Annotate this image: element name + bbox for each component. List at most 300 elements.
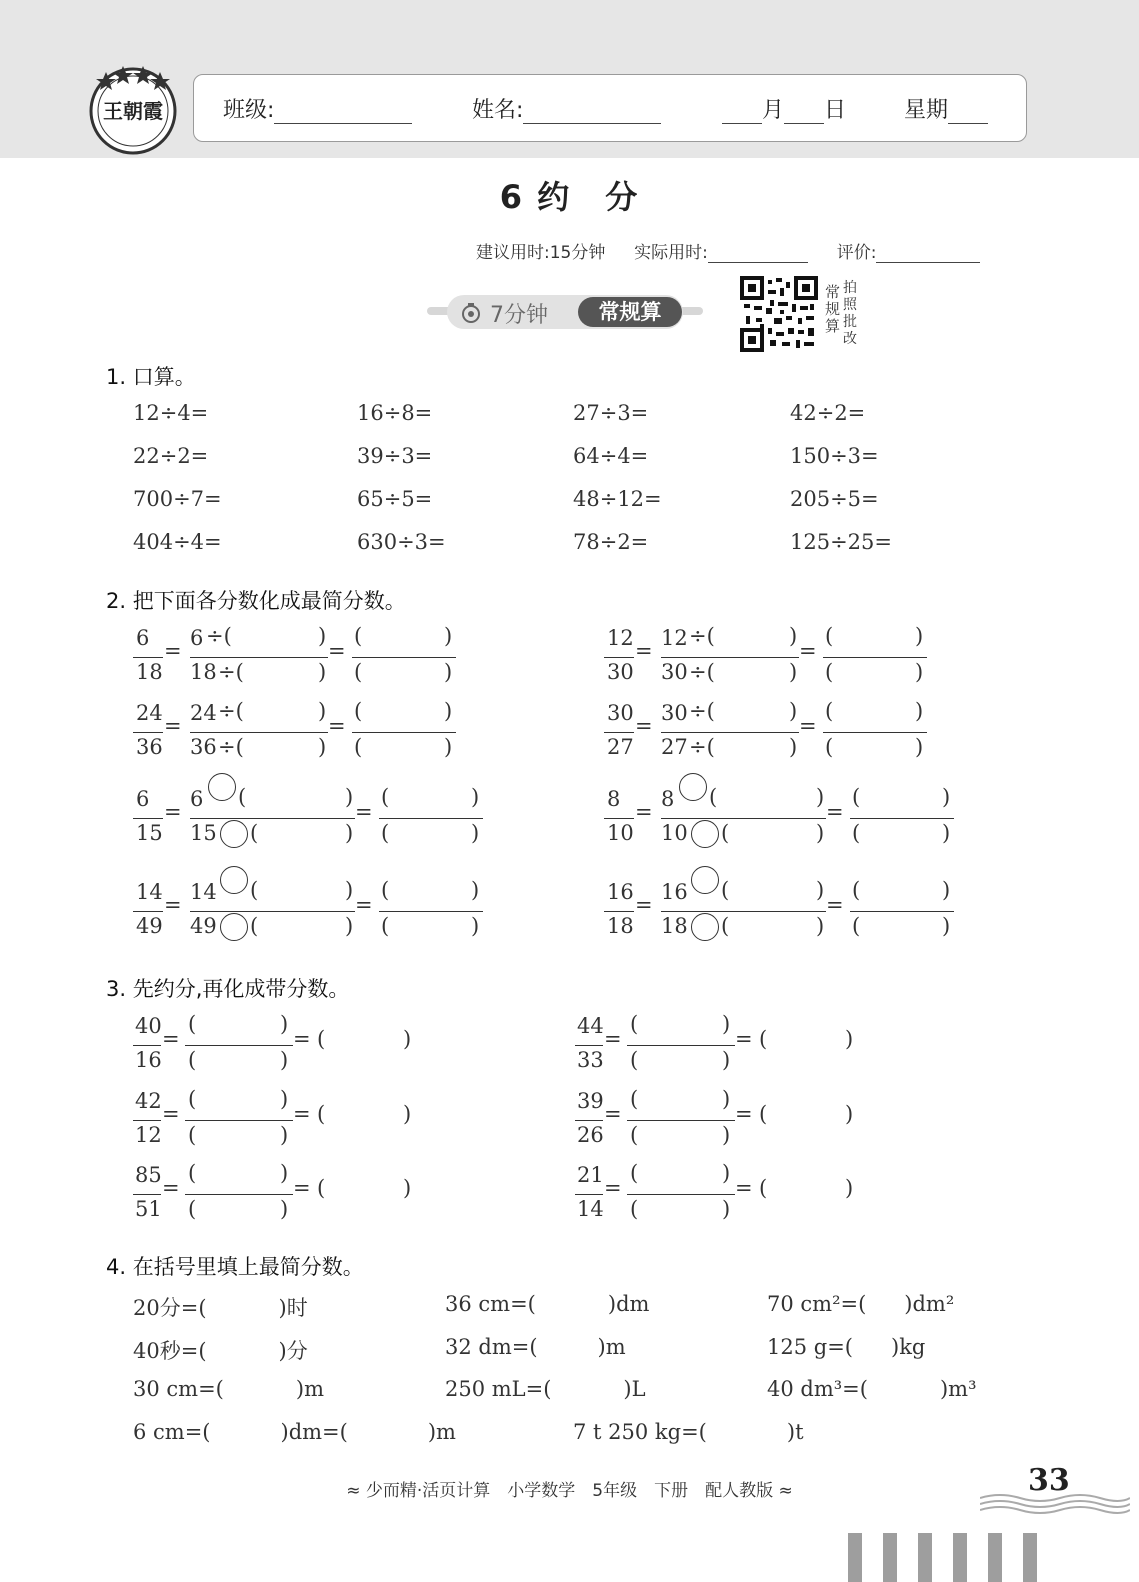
paren-open: (	[709, 785, 718, 809]
mental-math-item[interactable]: 16÷8=	[357, 401, 433, 425]
paren-close: )	[789, 735, 798, 759]
date-field[interactable]	[722, 93, 846, 124]
paren-close: )	[816, 878, 825, 902]
paren-open: (	[759, 1102, 768, 1126]
conversion-text: 6 cm=(	[133, 1420, 211, 1444]
fraction-bar	[133, 818, 163, 819]
conversion-item[interactable]	[767, 1292, 954, 1316]
fraction-bar	[661, 657, 799, 658]
paren-close: )	[722, 1123, 731, 1147]
paren-close: )	[722, 1161, 731, 1185]
paren-close: )	[471, 914, 480, 938]
paren-close: )	[816, 821, 825, 845]
conversion-text: 32 dm=(	[445, 1335, 538, 1359]
equals-sign: =	[293, 1176, 311, 1200]
fraction-denominator: 30	[661, 660, 688, 684]
fraction-denominator: 26	[577, 1123, 604, 1147]
fraction-denominator: 49	[190, 914, 217, 938]
reduced-fraction-blank[interactable]	[199, 1163, 277, 1225]
equals-sign: =	[799, 714, 817, 738]
class-blank[interactable]	[274, 99, 412, 124]
fraction-bar	[133, 1194, 161, 1195]
equals-sign: =	[735, 1027, 753, 1051]
paren-close: )	[280, 1087, 289, 1111]
fraction-numerator: 30	[661, 701, 688, 725]
paren-open: (	[630, 1048, 639, 1072]
op-paren: ÷(	[689, 699, 715, 723]
fraction-numerator: 6	[190, 626, 204, 650]
mental-math-item[interactable]: 78÷2=	[573, 530, 649, 554]
equals-sign: =	[735, 1176, 753, 1200]
fraction-bar	[133, 1045, 161, 1046]
paren-close: )	[722, 1087, 731, 1111]
op-paren: ÷(	[218, 660, 244, 684]
paren-close: )	[471, 878, 480, 902]
mixed-number-blank[interactable]	[329, 1099, 399, 1129]
paren-close: )	[280, 1048, 289, 1072]
paren-open: (	[825, 699, 834, 723]
conversion-item[interactable]	[133, 1292, 308, 1322]
paren-open: (	[630, 1161, 639, 1185]
paren-close: )	[403, 1176, 412, 1200]
paren-close: )	[345, 878, 354, 902]
qr-caption-1: 常规算	[825, 283, 841, 335]
page-title: 6 约 分	[499, 178, 640, 216]
question-3-title: 3. 先约分,再化成带分数。	[106, 977, 350, 1001]
mental-math-item[interactable]: 48÷12=	[573, 487, 662, 511]
class-field[interactable]	[223, 93, 412, 124]
actual-time-label: 实际用时:	[634, 243, 708, 263]
conversion-text: 40秒=(	[133, 1339, 207, 1363]
fraction-denominator: 27	[661, 735, 688, 759]
reduced-fraction-blank[interactable]	[199, 1089, 277, 1151]
answer-fraction-blank[interactable]	[835, 701, 913, 763]
paren-close: )	[471, 821, 480, 845]
paren-open: (	[188, 1048, 197, 1072]
name-blank[interactable]	[523, 99, 661, 124]
question-4-title: 4. 在括号里填上最简分数。	[106, 1255, 364, 1279]
equals-sign: =	[604, 1102, 622, 1126]
paren-open: (	[852, 821, 861, 845]
conversion-item[interactable]	[133, 1377, 324, 1401]
reduced-fraction-blank[interactable]	[641, 1014, 719, 1076]
fraction-bar	[133, 1120, 161, 1121]
mental-math-item[interactable]: 64÷4=	[573, 444, 649, 468]
actual-time-blank[interactable]	[708, 244, 808, 263]
fraction-numerator: 8	[607, 787, 621, 811]
paren-open: (	[317, 1027, 326, 1051]
mental-math-item[interactable]: 700÷7=	[133, 487, 222, 511]
paren-open: (	[188, 1197, 197, 1221]
paren-open: (	[381, 785, 390, 809]
mixed-number-blank[interactable]	[329, 1024, 399, 1054]
equals-sign: =	[604, 1027, 622, 1051]
equals-sign: =	[355, 893, 373, 917]
day-blank[interactable]	[784, 99, 824, 124]
op-paren: ÷(	[218, 699, 244, 723]
paren-open: (	[381, 821, 390, 845]
equals-sign: =	[735, 1102, 753, 1126]
fraction-numerator: 39	[577, 1089, 604, 1113]
mental-math-item[interactable]: 150÷3=	[790, 444, 879, 468]
paren-open: (	[630, 1012, 639, 1036]
mental-math-item[interactable]: 125÷25=	[790, 530, 892, 554]
equals-sign: =	[162, 1027, 180, 1051]
fraction-denominator: 33	[577, 1048, 604, 1072]
fraction-bar	[133, 732, 163, 733]
paren-close: )	[280, 1161, 289, 1185]
fraction-denominator: 18	[190, 660, 217, 684]
fraction-denominator: 36	[190, 735, 217, 759]
svg-text:王朝霞: 王朝霞	[103, 99, 163, 123]
paren-open: (	[825, 624, 834, 648]
paren-open: (	[317, 1176, 326, 1200]
question-2-title: 2. 把下面各分数化成最简分数。	[106, 589, 406, 613]
fraction-denominator: 16	[135, 1048, 162, 1072]
conversion-item[interactable]	[445, 1377, 646, 1401]
paren-open: (	[381, 914, 390, 938]
equals-sign: =	[826, 893, 844, 917]
rating-label: 评价:	[836, 243, 877, 263]
conversion-text: )时	[278, 1296, 308, 1320]
equals-sign: =	[293, 1027, 311, 1051]
conversion-text: 250 mL=(	[445, 1377, 552, 1401]
conversion-text: )dm=(	[280, 1420, 348, 1444]
answer-fraction-blank[interactable]	[391, 880, 469, 942]
mixed-number-blank[interactable]	[329, 1173, 399, 1203]
paren-open: (	[630, 1197, 639, 1221]
equals-sign: =	[635, 800, 653, 824]
paren-open: (	[759, 1027, 768, 1051]
fraction-bar	[661, 732, 799, 733]
paren-open: (	[188, 1087, 197, 1111]
equals-sign: =	[328, 714, 346, 738]
fraction-bar	[604, 657, 634, 658]
weekday-field[interactable]	[904, 93, 988, 124]
fraction-numerator: 14	[190, 880, 217, 904]
paren-close: )	[280, 1012, 289, 1036]
paren-close: )	[722, 1197, 731, 1221]
answer-fraction-blank[interactable]	[862, 787, 940, 849]
conversion-text: )m³	[939, 1377, 977, 1401]
equals-sign: =	[604, 1176, 622, 1200]
fraction-denominator: 12	[135, 1123, 162, 1147]
fraction-numerator: 21	[577, 1163, 604, 1187]
divisor-blank[interactable]	[200, 791, 335, 817]
conversion-item[interactable]	[767, 1377, 977, 1401]
footer-text: ≈ 少而精·活页计算 小学数学 5年级 下册 配人教版 ≈	[346, 1481, 793, 1501]
fraction-bar	[575, 1045, 603, 1046]
fraction-bar	[190, 732, 328, 733]
fraction-numerator: 16	[661, 880, 688, 904]
paren-close: )	[942, 914, 951, 938]
answer-fraction-blank[interactable]	[862, 880, 940, 942]
operator-circle-blank[interactable]	[691, 913, 719, 941]
qr-code-icon[interactable]	[740, 276, 818, 352]
fraction-denominator: 18	[136, 660, 163, 684]
conversion-text: 40 dm³=(	[767, 1377, 868, 1401]
paren-close: )	[722, 1012, 731, 1036]
fraction-bar	[190, 818, 355, 819]
class-label: 班级:	[223, 98, 275, 123]
mental-math-item[interactable]: 404÷4=	[133, 530, 222, 554]
paren-open: (	[721, 914, 730, 938]
equals-sign: =	[635, 639, 653, 663]
conversion-text: )t	[786, 1420, 804, 1444]
fraction-denominator: 10	[607, 821, 634, 845]
equals-sign: =	[164, 714, 182, 738]
fraction-bar	[133, 911, 163, 912]
paren-open: (	[188, 1123, 197, 1147]
fraction-denominator: 10	[661, 821, 688, 845]
paren-close: )	[915, 624, 924, 648]
operator-circle-blank[interactable]	[220, 820, 248, 848]
mixed-number-blank[interactable]	[771, 1173, 841, 1203]
equals-sign: =	[164, 800, 182, 824]
fraction-numerator: 16	[607, 880, 634, 904]
fraction-numerator: 6	[136, 626, 150, 650]
conversion-text: 125 g=(	[767, 1335, 853, 1359]
paren-close: )	[471, 785, 480, 809]
conversion-text: 30 cm=(	[133, 1377, 224, 1401]
fraction-denominator: 18	[661, 914, 688, 938]
day-label: 日	[824, 98, 847, 123]
fraction-denominator: 51	[135, 1197, 162, 1221]
page-tab-mark	[953, 1533, 967, 1582]
fraction-numerator: 42	[135, 1089, 162, 1113]
equals-sign: =	[162, 1102, 180, 1126]
fraction-numerator: 85	[135, 1163, 162, 1187]
weekday-blank[interactable]	[948, 99, 988, 124]
op-paren: ÷(	[206, 624, 232, 648]
paren-close: )	[915, 699, 924, 723]
paren-close: )	[444, 735, 453, 759]
paren-open: (	[630, 1123, 639, 1147]
paren-close: )	[845, 1102, 854, 1126]
paren-close: )	[942, 785, 951, 809]
conversion-item[interactable]	[133, 1335, 308, 1365]
paren-open: (	[721, 821, 730, 845]
divisor-blank[interactable]	[671, 884, 806, 910]
answer-fraction-blank[interactable]	[364, 701, 442, 763]
paren-open: (	[317, 1102, 326, 1126]
fraction-numerator: 24	[190, 701, 217, 725]
fraction-denominator: 15	[136, 821, 163, 845]
paren-close: )	[722, 1048, 731, 1072]
equals-sign: =	[826, 800, 844, 824]
paren-open: (	[852, 914, 861, 938]
paren-close: )	[318, 660, 327, 684]
rating-blank[interactable]	[876, 244, 980, 263]
fraction-bar	[575, 1194, 603, 1195]
conversion-text: )dm	[607, 1292, 650, 1316]
conversion-text: )dm²	[904, 1292, 955, 1316]
divisor-blank[interactable]	[671, 791, 806, 817]
mental-math-item[interactable]: 205÷5=	[790, 487, 879, 511]
reduced-fraction-blank[interactable]	[641, 1163, 719, 1225]
equals-sign: =	[328, 639, 346, 663]
paren-open: (	[354, 660, 363, 684]
mental-math-item[interactable]: 27÷3=	[573, 401, 649, 425]
fraction-denominator: 30	[607, 660, 634, 684]
op-paren: ÷(	[689, 660, 715, 684]
fraction-denominator: 15	[190, 821, 217, 845]
divisor-blank[interactable]	[200, 884, 335, 910]
operator-circle-blank[interactable]	[220, 913, 248, 941]
equals-sign: =	[164, 893, 182, 917]
paren-close: )	[345, 914, 354, 938]
publisher-logo	[86, 58, 180, 158]
conversion-row-4b[interactable]	[573, 1420, 804, 1444]
answer-fraction-blank[interactable]	[835, 626, 913, 688]
paren-open: (	[250, 878, 259, 902]
paren-open: (	[721, 878, 730, 902]
paren-close: )	[816, 785, 825, 809]
fraction-numerator: 8	[661, 787, 675, 811]
paren-close: )	[318, 735, 327, 759]
conversion-item[interactable]	[767, 1335, 925, 1359]
paren-close: )	[915, 660, 924, 684]
paren-close: )	[845, 1027, 854, 1051]
paren-close: )	[845, 1176, 854, 1200]
fraction-bar	[604, 732, 634, 733]
conversion-text: 36 cm=(	[445, 1292, 536, 1316]
paren-open: (	[852, 785, 861, 809]
paren-open: (	[354, 735, 363, 759]
paren-close: )	[789, 624, 798, 648]
conversion-text: 7 t 250 kg=(	[573, 1420, 707, 1444]
fraction-numerator: 30	[607, 701, 634, 725]
answer-fraction-blank[interactable]	[391, 787, 469, 849]
paren-open: (	[250, 821, 259, 845]
op-paren: ÷(	[689, 735, 715, 759]
reduced-fraction-blank[interactable]	[641, 1089, 719, 1151]
divisor-blank[interactable]	[200, 705, 308, 731]
fraction-numerator: 14	[136, 880, 163, 904]
divisor-blank[interactable]	[671, 705, 779, 731]
mental-math-item[interactable]: 22÷2=	[133, 444, 209, 468]
equals-sign: =	[164, 639, 182, 663]
clock-icon	[460, 302, 482, 328]
paren-open: (	[238, 785, 247, 809]
name-label: 姓名:	[472, 98, 524, 123]
mental-math-item[interactable]: 630÷3=	[357, 530, 446, 554]
paren-close: )	[280, 1123, 289, 1147]
paren-open: (	[381, 878, 390, 902]
fraction-bar	[661, 818, 826, 819]
fraction-denominator: 49	[136, 914, 163, 938]
fraction-denominator: 27	[607, 735, 634, 759]
op-paren: ÷(	[218, 735, 244, 759]
equals-sign: =	[162, 1176, 180, 1200]
timing-line	[476, 238, 980, 263]
fraction-numerator: 6	[190, 787, 204, 811]
fraction-numerator: 24	[136, 701, 163, 725]
paren-close: )	[403, 1027, 412, 1051]
month-blank[interactable]	[722, 99, 762, 124]
paren-close: )	[403, 1102, 412, 1126]
qr-caption-2: 拍照批改	[843, 280, 857, 347]
paren-close: )	[444, 624, 453, 648]
conversion-item[interactable]	[445, 1292, 649, 1316]
conversion-text: 70 cm²=(	[767, 1292, 867, 1316]
mixed-number-blank[interactable]	[771, 1024, 841, 1054]
paren-close: )	[444, 660, 453, 684]
paren-close: )	[318, 624, 327, 648]
page-tab-mark	[1023, 1533, 1037, 1582]
fraction-bar	[604, 911, 634, 912]
paren-open: (	[250, 914, 259, 938]
op-paren: ÷(	[689, 624, 715, 648]
paren-close: )	[789, 660, 798, 684]
suggested-time: 建议用时:15分钟	[476, 243, 606, 263]
conversion-item[interactable]	[445, 1335, 626, 1359]
fraction-denominator: 14	[577, 1197, 604, 1221]
paren-close: )	[345, 821, 354, 845]
paren-close: )	[915, 735, 924, 759]
divisor-blank[interactable]	[671, 630, 779, 656]
month-label: 月	[762, 98, 785, 123]
answer-fraction-blank[interactable]	[364, 626, 442, 688]
fraction-denominator: 36	[136, 735, 163, 759]
paren-close: )	[942, 878, 951, 902]
paren-close: )	[345, 785, 354, 809]
paren-close: )	[942, 821, 951, 845]
conversion-text: )m	[597, 1335, 626, 1359]
paren-open: (	[188, 1012, 197, 1036]
conversion-text: )分	[278, 1339, 308, 1363]
operator-circle-blank[interactable]	[691, 820, 719, 848]
page-tab-mark	[918, 1533, 932, 1582]
paren-open: (	[825, 660, 834, 684]
conversion-text: )kg	[891, 1335, 926, 1359]
paren-close: )	[318, 699, 327, 723]
fraction-numerator: 12	[607, 626, 634, 650]
paren-open: (	[354, 699, 363, 723]
conversion-text: )L	[623, 1377, 646, 1401]
paren-open: (	[354, 624, 363, 648]
mental-math-item[interactable]: 42÷2=	[790, 401, 866, 425]
conversion-row-4a[interactable]	[133, 1420, 456, 1444]
paren-open: (	[852, 878, 861, 902]
fraction-numerator: 40	[135, 1014, 162, 1038]
page-tab-mark	[848, 1533, 862, 1582]
mental-math-item[interactable]: 39÷3=	[357, 444, 433, 468]
weekday-label: 星期	[904, 98, 949, 123]
conversion-text: )m	[295, 1377, 324, 1401]
fraction-bar	[604, 818, 634, 819]
fraction-bar	[575, 1120, 603, 1121]
name-field[interactable]	[472, 93, 661, 124]
divisor-blank[interactable]	[200, 630, 308, 656]
conversion-text: )m	[427, 1420, 456, 1444]
reduced-fraction-blank[interactable]	[199, 1014, 277, 1076]
equals-sign: =	[799, 639, 817, 663]
fraction-numerator: 44	[577, 1014, 604, 1038]
equals-sign: =	[635, 893, 653, 917]
section-tag: 常规算	[578, 297, 682, 327]
fraction-bar	[190, 657, 328, 658]
page-tab-mark	[988, 1533, 1002, 1582]
paren-close: )	[444, 699, 453, 723]
conversion-text: 20分=(	[133, 1296, 207, 1320]
equals-sign: =	[635, 714, 653, 738]
mental-math-item[interactable]: 12÷4=	[133, 401, 209, 425]
mental-math-item[interactable]: 65÷5=	[357, 487, 433, 511]
page-number: 33	[1028, 1463, 1070, 1498]
mixed-number-blank[interactable]	[771, 1099, 841, 1129]
paren-close: )	[816, 914, 825, 938]
